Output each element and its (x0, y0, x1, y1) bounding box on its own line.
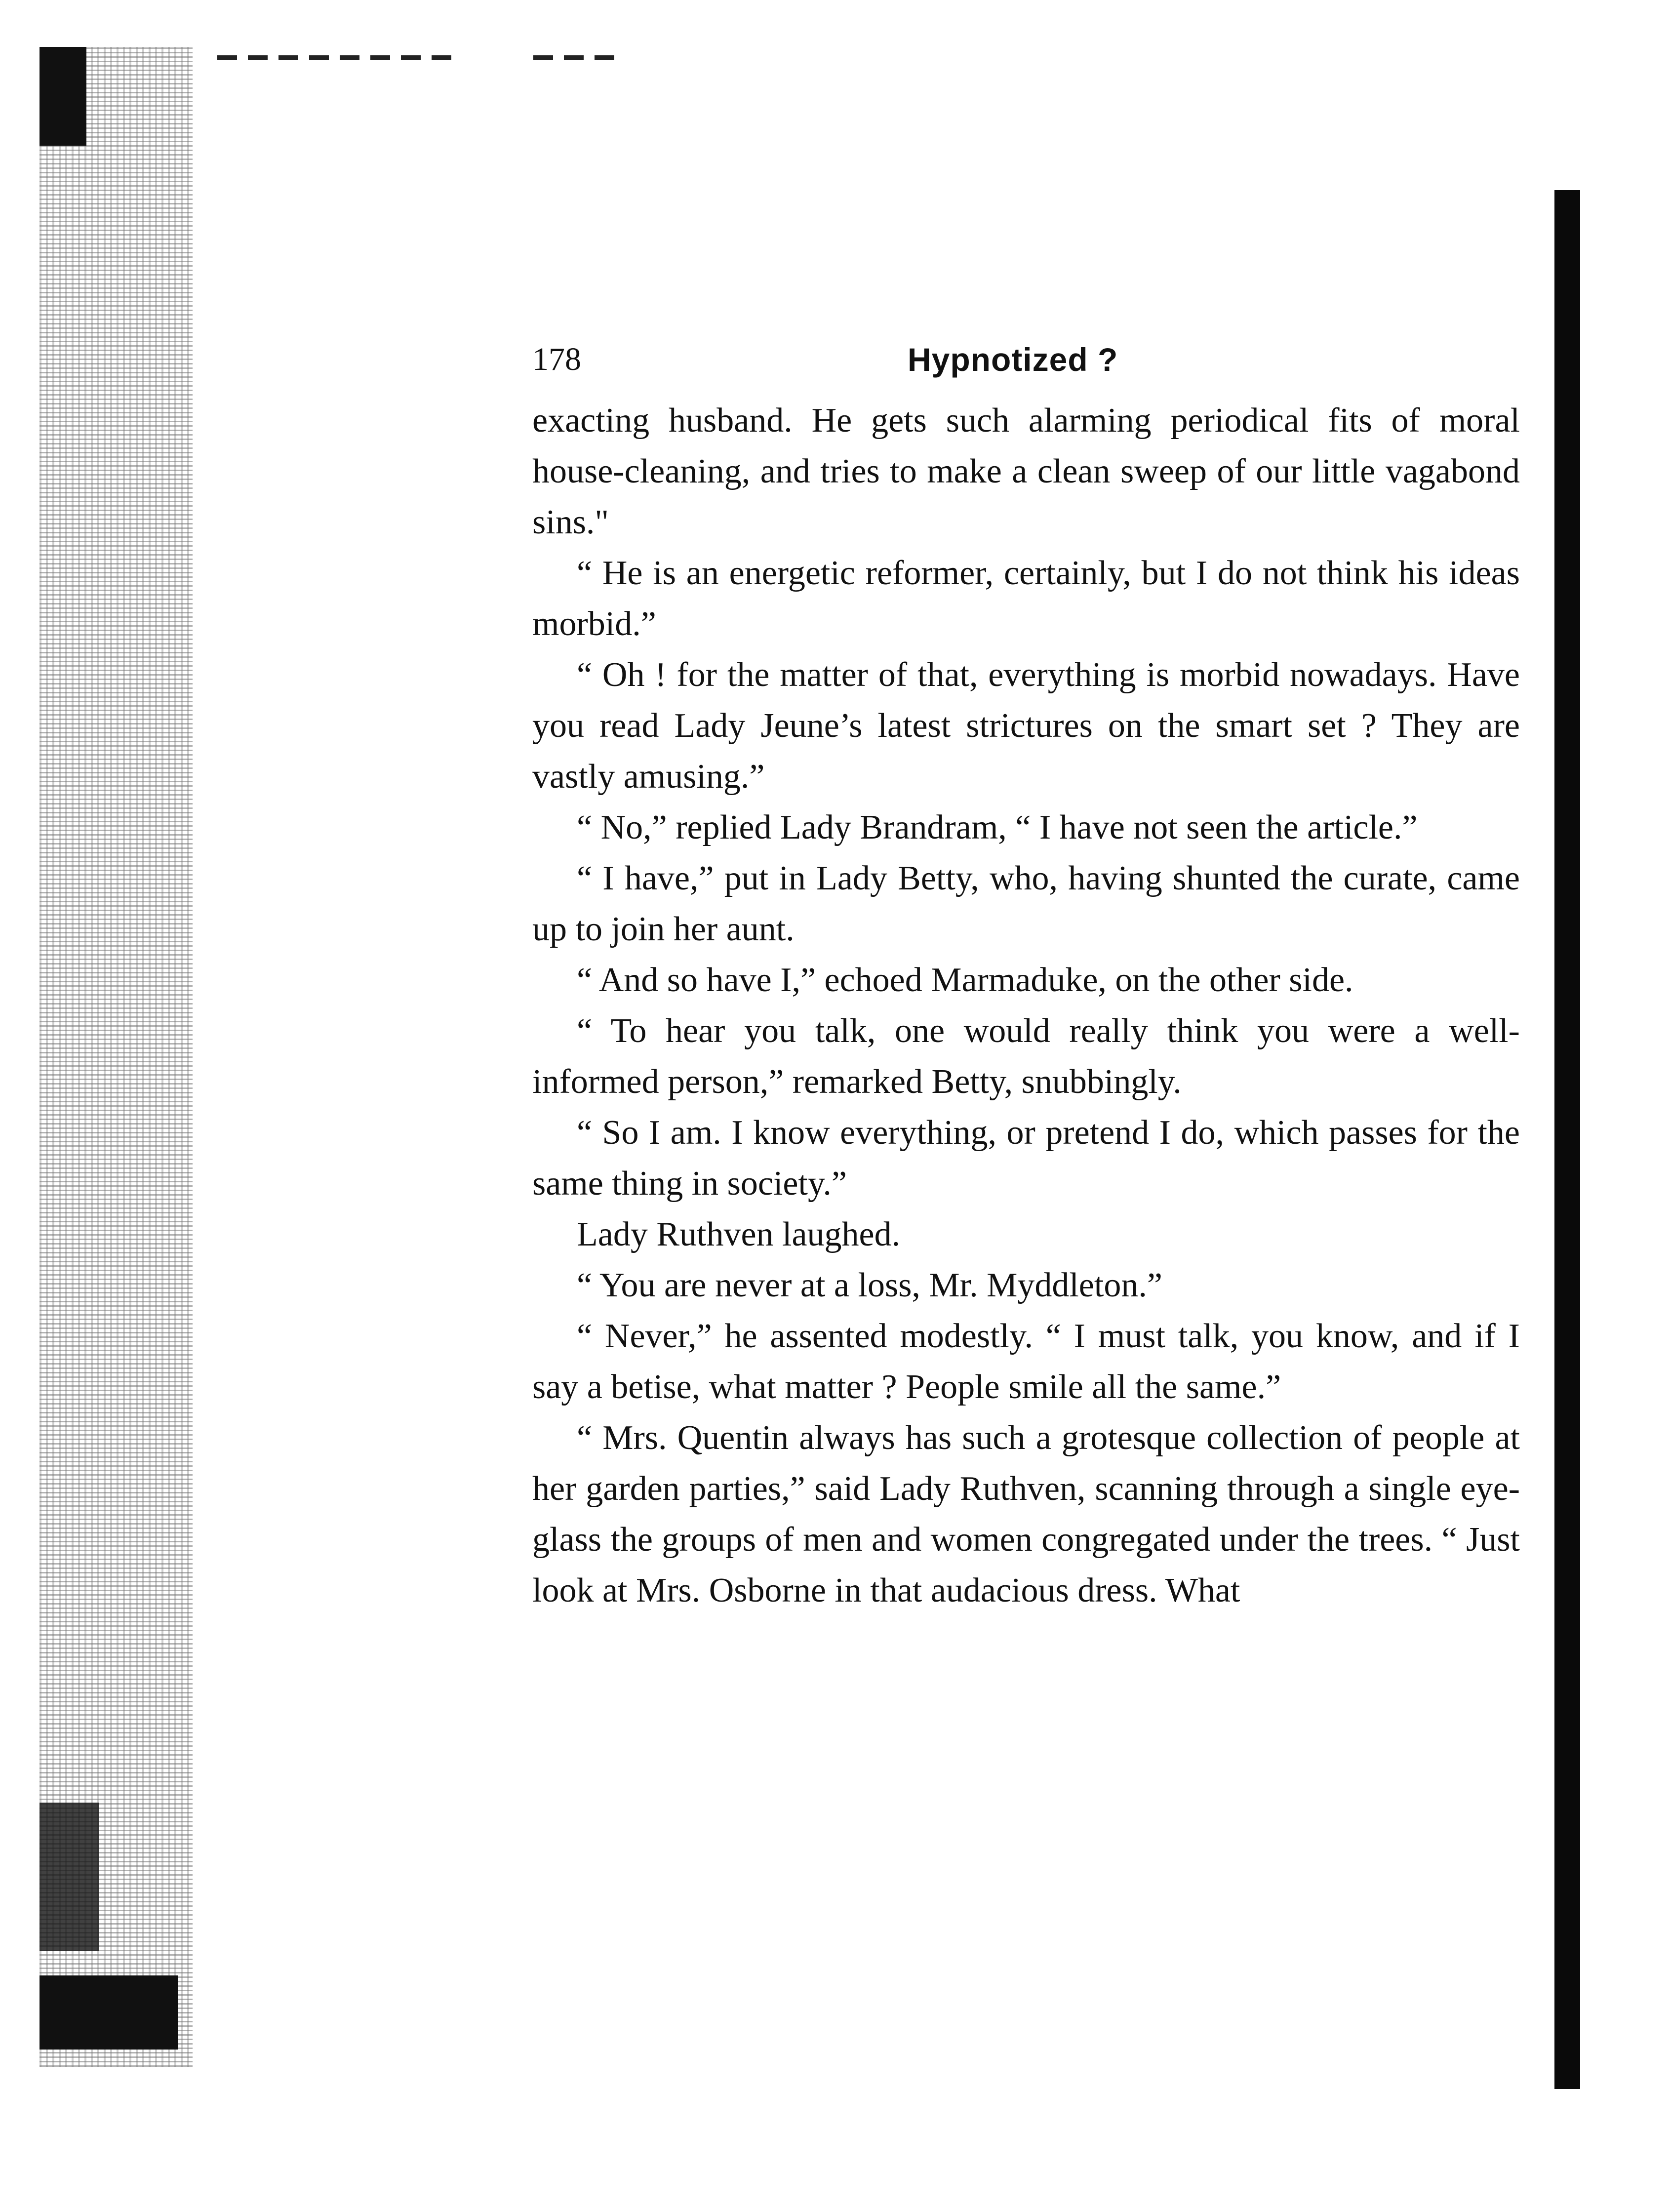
paragraph: “ No,” replied Lady Brandram, “ I have not seen the article.” (577, 808, 1418, 846)
page-header (532, 326, 1520, 395)
page-number: 178 (532, 341, 581, 377)
paragraph: “ Mrs. Quentin always has such a grotesque collection of people at her garden parties,” said Lady Ruthven, scanning through a single eye-glass the groups of men and women congregated under the trees. “ Just look at Mrs. Osborne in that audacious dress. What (532, 1419, 1520, 1609)
scan-gutter-noise (40, 47, 193, 2067)
scan-artifact (217, 55, 454, 60)
book-page (532, 326, 1520, 1616)
paragraph: “ Oh ! for the matter of that, everything is morbid nowadays. Have you read Lady Jeune’s latest strictures on the smart set ? They are vastly amusing.” (532, 656, 1520, 796)
scan-artifact (533, 55, 617, 60)
scan-artifact (40, 1803, 99, 1951)
paragraph: “ So I am. I know everything, or pretend I do, which passes for the same thing in society.” (532, 1114, 1520, 1203)
running-head: Hypnotized ? (908, 341, 1118, 378)
paragraph: Lady Ruthven laughed. (577, 1215, 901, 1253)
paragraph: “ And so have I,” echoed Marmaduke, on the other side. (577, 961, 1353, 999)
paragraph: “ I have,” put in Lady Betty, who, having shunted the curate, came up to join her aunt. (532, 859, 1520, 948)
paragraph: “ To hear you talk, one would really think you were a well-informed person,” remarked Betty, snubbingly. (532, 1012, 1520, 1101)
paragraph: “ He is an energetic reformer, certainly, but I do not think his ideas morbid.” (532, 554, 1520, 643)
paragraph: “ Never,” he assented modestly. “ I must talk, you know, and if I say a betise, what matter ? People smile all the same.” (532, 1317, 1520, 1406)
scan-artifact (40, 1975, 178, 2050)
scan-artifact (40, 47, 86, 146)
scan-edge-bar (1554, 190, 1580, 2089)
paragraph: “ You are never at a loss, Mr. Myddleton.” (577, 1266, 1162, 1304)
paragraph: exacting husband. He gets such alarming periodical fits of moral house-cleaning, and tries to make a clean sweep of our little vagabond sins." (532, 402, 1520, 541)
body-text (532, 395, 1520, 1616)
